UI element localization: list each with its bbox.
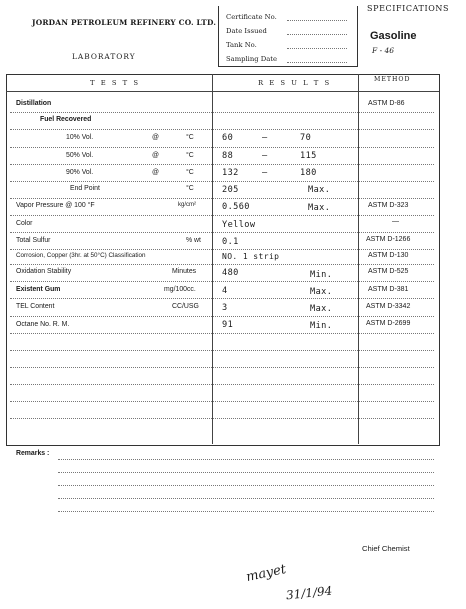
row-rule	[10, 367, 434, 368]
row-octane-method: ASTM D-2699	[366, 320, 411, 327]
row-fuel-recovered-label: Fuel Recovered	[40, 116, 92, 123]
row-90vol-label: 90% Vol.	[66, 169, 94, 176]
row-octane-label: Octane No. R. M.	[16, 321, 70, 328]
tests-header: T E S T S	[90, 79, 140, 87]
row-end-point-unit: °C	[186, 185, 194, 192]
remarks-line	[58, 485, 434, 486]
row-rule	[10, 384, 434, 385]
signature-date: 31/1/94	[285, 583, 333, 603]
row-50vol-unit: °C	[186, 152, 194, 159]
row-10vol-label: 10% Vol.	[66, 134, 94, 141]
department-label: LABORATORY	[72, 52, 136, 61]
row-corrosion-method: ASTM D-130	[368, 252, 409, 259]
row-end-point-limit: Max.	[308, 185, 331, 195]
row-10vol-result-dash: —	[262, 133, 268, 143]
row-oxidation-method: ASTM D-525	[368, 268, 409, 275]
chief-chemist-label: Chief Chemist	[362, 544, 410, 553]
row-rule	[10, 298, 434, 299]
row-oxidation-result: 480	[222, 268, 239, 278]
remarks-line	[58, 498, 434, 499]
row-vapor-pressure-limit: Max.	[308, 203, 331, 213]
row-end-point-result: 205	[222, 185, 239, 195]
certificate-no-label: Certificate No.	[226, 13, 277, 21]
signature: mayet	[244, 561, 288, 586]
row-10vol-result-max: 70	[300, 133, 312, 143]
row-rule	[10, 112, 434, 113]
row-tel-content-label: TEL Content	[16, 303, 55, 310]
row-existent-gum-unit: mg/100cc.	[164, 286, 196, 293]
row-color-label: Color	[16, 220, 33, 227]
row-50vol-label: 50% Vol.	[66, 152, 94, 159]
row-color-result: Yellow	[222, 220, 256, 230]
row-oxidation-label: Oxidation Stability	[16, 268, 72, 275]
row-tel-content-method: ASTM D-3342	[366, 303, 411, 310]
row-rule	[10, 129, 434, 130]
specifications-label: SPECIFICATIONS	[367, 4, 450, 13]
row-50vol-result-min: 88	[222, 151, 234, 161]
row-tel-content-unit: CC/USG	[172, 303, 199, 310]
row-90vol-result-dash: —	[262, 168, 268, 178]
remarks-line	[58, 511, 434, 512]
row-vapor-pressure-method: ASTM D-323	[368, 202, 409, 209]
remarks-line	[58, 459, 434, 460]
table-header-divider	[6, 91, 439, 92]
row-distillation-label: Distillation	[16, 100, 52, 107]
product-name: Gasoline	[370, 30, 417, 42]
row-rule	[10, 215, 434, 216]
results-header: R E S U L T S	[258, 79, 332, 87]
company-name: JORDAN PETROLEUM REFINERY CO. LTD.	[32, 18, 217, 27]
remarks-line	[58, 472, 434, 473]
row-corrosion-label: Corrosion, Copper (3hr. at 50°C) Classification	[16, 252, 146, 259]
sampling-date-label: Sampling Date	[226, 55, 277, 63]
row-rule	[10, 232, 434, 233]
row-existent-gum-limit: Max.	[310, 287, 333, 297]
row-rule	[10, 316, 434, 317]
row-vapor-pressure-result: 0.560	[222, 202, 250, 212]
row-rule	[10, 401, 434, 402]
row-rule	[10, 281, 434, 282]
method-header: METHOD	[374, 76, 411, 83]
row-total-sulfur-label: Total Sulfur	[16, 237, 51, 244]
remarks-label: Remarks :	[16, 450, 50, 457]
row-50vol-at: @	[152, 152, 159, 159]
row-rule	[10, 333, 434, 334]
row-tel-content-result: 3	[222, 303, 228, 313]
row-distillation-method: ASTM D-86	[368, 100, 405, 107]
row-90vol-unit: °C	[186, 169, 194, 176]
date-issued-field	[287, 34, 347, 35]
row-rule	[10, 418, 434, 419]
product-code: F - 46	[372, 46, 395, 55]
row-vapor-pressure-unit: kg/cm²	[178, 202, 196, 208]
row-rule	[10, 264, 434, 265]
row-10vol-unit: °C	[186, 134, 194, 141]
row-rule	[10, 181, 434, 182]
row-corrosion-result: NO. 1 strip	[222, 252, 280, 261]
row-50vol-result-max: 115	[300, 151, 317, 161]
certificate-no-field	[287, 20, 347, 21]
sampling-date-field	[287, 62, 347, 63]
row-oxidation-unit: Minutes	[172, 268, 197, 275]
date-issued-label: Date Issued	[226, 27, 267, 35]
tank-no-label: Tank No.	[226, 41, 257, 49]
row-rule	[10, 249, 434, 250]
row-vapor-pressure-label: Vapor Pressure @ 100 °F	[16, 202, 95, 209]
row-rule	[10, 198, 434, 199]
row-existent-gum-result: 4	[222, 286, 228, 296]
row-octane-limit: Min.	[310, 321, 333, 331]
row-90vol-at: @	[152, 169, 159, 176]
row-end-point-label: End Point	[70, 185, 100, 192]
row-50vol-result-dash: —	[262, 151, 268, 161]
row-10vol-result-min: 60	[222, 133, 234, 143]
row-rule	[10, 350, 434, 351]
tank-no-field	[287, 48, 347, 49]
row-10vol-at: @	[152, 134, 159, 141]
row-tel-content-limit: Max.	[310, 304, 333, 314]
row-existent-gum-label: Existent Gum	[16, 286, 61, 293]
row-total-sulfur-result: 0.1	[222, 237, 239, 247]
row-90vol-result-max: 180	[300, 168, 317, 178]
row-90vol-result-min: 132	[222, 168, 239, 178]
row-oxidation-limit: Min.	[310, 270, 333, 280]
row-octane-result: 91	[222, 320, 234, 330]
row-rule	[10, 164, 434, 165]
row-rule	[10, 147, 434, 148]
row-color-method: —	[392, 218, 399, 225]
row-total-sulfur-unit: % wt	[186, 237, 201, 244]
row-existent-gum-method: ASTM D-381	[368, 286, 409, 293]
row-total-sulfur-method: ASTM D-1266	[366, 236, 411, 243]
